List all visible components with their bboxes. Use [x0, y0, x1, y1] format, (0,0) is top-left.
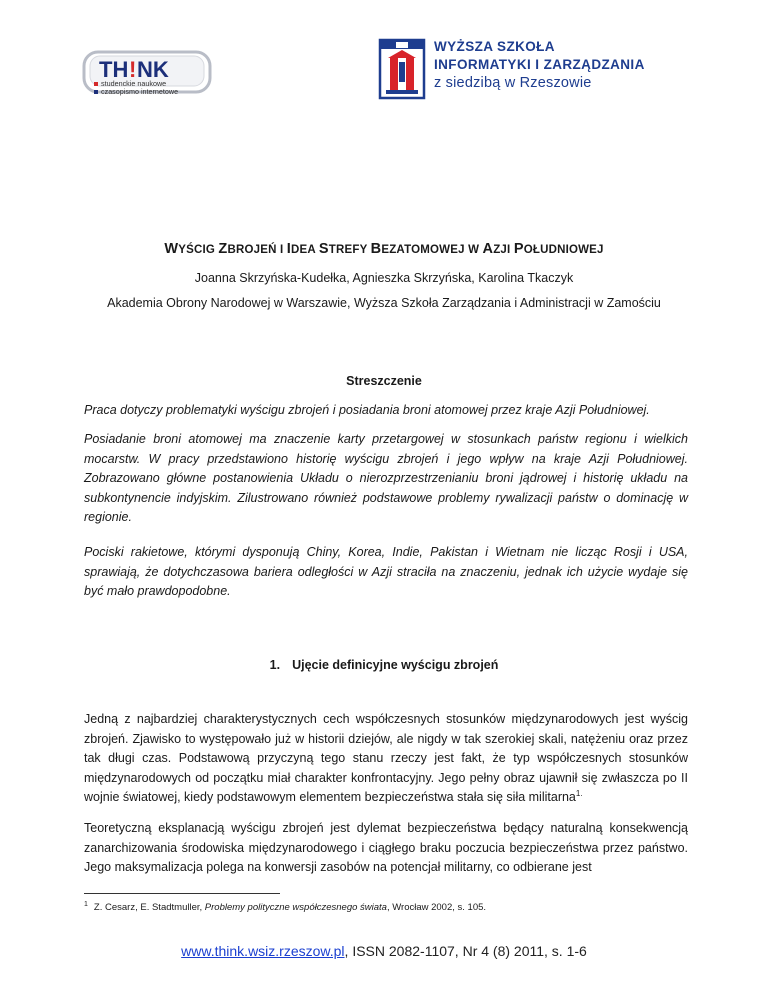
- footer-issn: , ISSN 2082-1107, Nr 4 (8) 2011, s. 1-6: [344, 943, 587, 959]
- wsiz-emblem-icon: [378, 38, 428, 102]
- footnote-ref-1[interactable]: 1.: [575, 788, 583, 798]
- think-logo: [82, 44, 212, 100]
- abstract-heading: Streszczenie: [346, 374, 422, 388]
- footnote-1: $^1$ Z. Cesarz, E. Stadtmuller, Problemy polityczne współczesnego świata, Wrocław 2002, s. 105.: [84, 900, 487, 913]
- body-paragraph-1: Jedną z najbardziej charakterystycznych cech współczesnych stosunków międzynarodowych jest wyścig zbrojeń. Zjawisko to występowało już w historii dziejów, ale nigdy w tak szerokiej skali, natężeniu oraz przez tak długi czas. Podstawową przyczyną tego stanu rzeczy jest fakt, że typ współczesnych stosunków międzynarodowych od początku miał charakter konfrontacyjny. Jego pełny obraz ujawnił się zwłaszcza po II wojnie światowej, kiedy podstawowym elementem bezpieczeństwa stała się siła militarna$^{1.}$: [84, 712, 688, 804]
- footnote-rule: [84, 893, 280, 894]
- abstract-paragraph-1: Praca dotyczy problematyki wyścigu zbrojeń i posiadania broni atomowej przez kraje Azji Południowej.: [84, 403, 650, 417]
- authors: Joanna Skrzyńska-Kudełka, Agnieszka Skrzyńska, Karolina Tkaczyk: [194, 271, 574, 285]
- think-line2: czasopismo internetowe: [101, 87, 179, 96]
- think-logo-graphic: [82, 44, 212, 100]
- affiliation: Akademia Obrony Narodowej w Warszawie, Wyższa Szkoła Zarządzania i Administracji w Zamościu: [107, 296, 661, 310]
- think-brand-nk: NK: [137, 57, 169, 82]
- think-line1: studenckie naukowe: [101, 79, 167, 88]
- page-footer: [0, 943, 768, 959]
- wsiz-name: [434, 38, 698, 92]
- footnote-marker: 1: [84, 900, 88, 908]
- section-number: 1.: [269, 658, 281, 672]
- think-brand-th: TH: [99, 57, 129, 82]
- section-1-heading: [0, 658, 768, 672]
- section-title: Ujęcie definicyjne wyścigu zbrojeń: [292, 658, 499, 672]
- think-brand-exclamation: !: [129, 57, 137, 82]
- paper-title: WYŚCIG ZBROJEŃ I IDEA STREFY BEZATOMOWEJ W AZJI POŁUDNIOWEJ: [164, 241, 604, 257]
- body-paragraph-2: Teoretyczną eksplanacją wyścigu zbrojeń jest dylemat bezpieczeństwa będący naturalną konsekwencją zanarchizowania środowiska międzynarodowego i ciągłego braku poczucia bezpieczeństwa przez państwo. Jego maksymalizacja polega na konwersji zasobów na potencjał militarny, co odbierane jest: [84, 821, 688, 874]
- abstract-paragraph-3: Pociski rakietowe, którymi dysponują Chiny, Korea, Indie, Pakistan i Wietnam nie licząc Rosji i USA, sprawiają, że dotychczasowa bariera odległości w Azji straciła na znaczeniu, jednak ich użycie wydaje się być mało prawdopodobne.: [84, 545, 688, 598]
- journal-link[interactable]: www.think.wsiz.rzeszow.pl: [181, 943, 345, 959]
- wsiz-line1: WYŻSZA SZKOŁA: [434, 39, 555, 54]
- abstract-paragraph-2: Posiadanie broni atomowej ma znaczenie karty przetargowej w stosunkach państw regionu i wielkich mocarstw. W pracy przedstawiono historię wyścigu zbrojeń i jego wpływ na kraje Azji Południowej. Zobrazowano główne postanowienia Układu o nierozprzestrzenianiu broni jądrowej i historię układu na subkontynencie indyjskim. Zilustrowano również podstawowe problemy rywalizacji państw o dominację w regionie.: [84, 432, 688, 524]
- wsiz-logo: [378, 38, 698, 102]
- wsiz-line2: INFORMATYKI I ZARZĄDZANIA: [434, 57, 645, 72]
- wsiz-line3: z siedzibą w Rzeszowie: [434, 75, 592, 91]
